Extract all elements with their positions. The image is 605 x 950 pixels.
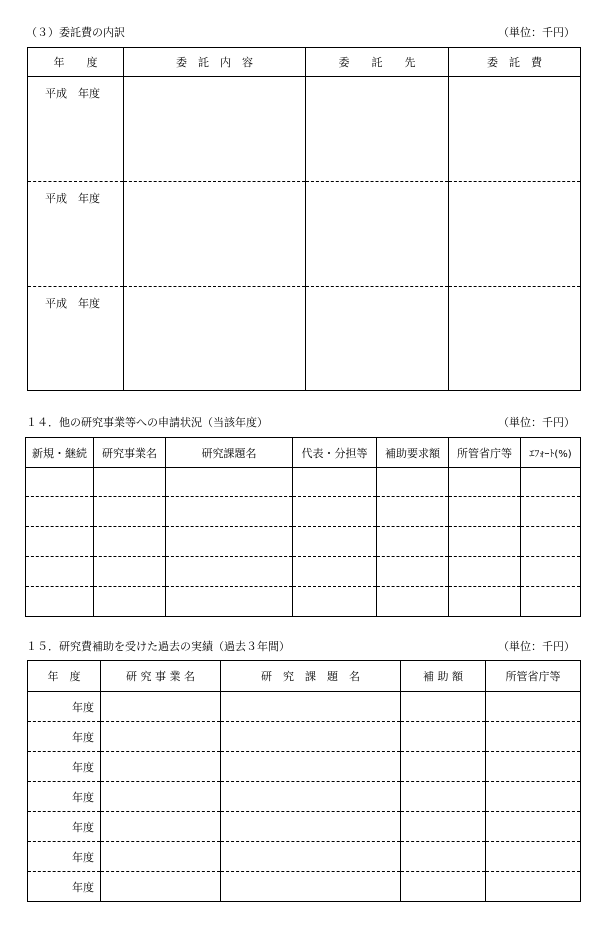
section3-title: （３）委託費の内訳 (26, 26, 125, 39)
header-subject: 研 究 課 題 名 (221, 661, 401, 692)
row-year-label: 平成 年度 (28, 182, 124, 287)
cell[interactable] (94, 527, 166, 557)
header-content: 委 託 内 容 (124, 48, 306, 77)
header-cost: 委 託 費 (449, 48, 581, 77)
header-amount: 補 助 額 (401, 661, 486, 692)
cell[interactable] (377, 587, 449, 617)
cell[interactable] (26, 587, 94, 617)
cell[interactable] (521, 527, 581, 557)
row-year-label: 年度 (28, 752, 101, 782)
cell[interactable] (486, 842, 581, 872)
header-year: 年 度 (28, 661, 101, 692)
cell[interactable] (449, 557, 521, 587)
row-year-label: 年度 (28, 842, 101, 872)
applications-table (25, 437, 581, 617)
header-effort: ｴﾌｫｰﾄ(%) (521, 438, 581, 468)
cell[interactable] (449, 497, 521, 527)
cell[interactable] (401, 782, 486, 812)
cell[interactable] (401, 722, 486, 752)
cell[interactable] (124, 77, 306, 182)
header-new-continue: 新規・継続 (26, 438, 94, 468)
cell[interactable] (449, 77, 581, 182)
header-year: 年 度 (28, 48, 124, 77)
row-year-label: 平成 年度 (28, 77, 124, 182)
cell[interactable] (124, 182, 306, 287)
cell[interactable] (94, 468, 166, 497)
cell[interactable] (377, 557, 449, 587)
cell[interactable] (449, 182, 581, 287)
cell[interactable] (166, 497, 293, 527)
cell[interactable] (293, 527, 377, 557)
cell[interactable] (401, 842, 486, 872)
header-ministry: 所管省庁等 (486, 661, 581, 692)
cell[interactable] (521, 587, 581, 617)
cell[interactable] (293, 557, 377, 587)
cell[interactable] (221, 692, 401, 722)
row-year-label: 年度 (28, 722, 101, 752)
section15-unit: （単位：千円） (498, 640, 575, 653)
cell[interactable] (124, 287, 306, 391)
cell[interactable] (306, 287, 449, 391)
cell[interactable] (401, 692, 486, 722)
header-subject: 研究課題名 (166, 438, 293, 468)
table-row (28, 812, 581, 842)
cell[interactable] (377, 527, 449, 557)
consignment-table (27, 47, 581, 391)
cell[interactable] (486, 692, 581, 722)
cell[interactable] (221, 752, 401, 782)
cell[interactable] (221, 812, 401, 842)
cell[interactable] (101, 692, 221, 722)
cell[interactable] (26, 468, 94, 497)
cell[interactable] (101, 812, 221, 842)
cell[interactable] (486, 752, 581, 782)
header-ministry: 所管省庁等 (449, 438, 521, 468)
row-year-label: 年度 (28, 812, 101, 842)
cell[interactable] (521, 468, 581, 497)
cell[interactable] (101, 722, 221, 752)
table-row (28, 872, 581, 902)
cell[interactable] (166, 557, 293, 587)
cell[interactable] (94, 557, 166, 587)
cell[interactable] (449, 287, 581, 391)
header-role: 代表・分担等 (293, 438, 377, 468)
cell[interactable] (401, 812, 486, 842)
past-grants-table (27, 660, 581, 902)
cell[interactable] (377, 497, 449, 527)
header-project: 研究事業名 (94, 438, 166, 468)
cell[interactable] (26, 497, 94, 527)
cell[interactable] (293, 497, 377, 527)
table-row (28, 722, 581, 752)
cell[interactable] (101, 872, 221, 902)
cell[interactable] (401, 752, 486, 782)
cell[interactable] (166, 468, 293, 497)
header-contractor: 委 託 先 (306, 48, 449, 77)
cell[interactable] (94, 497, 166, 527)
cell[interactable] (306, 77, 449, 182)
cell[interactable] (486, 782, 581, 812)
row-year-label: 年度 (28, 692, 101, 722)
section14-title: １４．他の研究事業等への申請状況（当該年度） (26, 416, 268, 429)
cell[interactable] (449, 468, 521, 497)
cell[interactable] (101, 752, 221, 782)
cell[interactable] (166, 587, 293, 617)
cell[interactable] (306, 182, 449, 287)
cell[interactable] (94, 587, 166, 617)
section3-unit: （単位：千円） (498, 26, 575, 39)
cell[interactable] (486, 812, 581, 842)
cell[interactable] (449, 527, 521, 557)
cell[interactable] (293, 468, 377, 497)
cell[interactable] (521, 497, 581, 527)
cell[interactable] (401, 872, 486, 902)
cell[interactable] (377, 468, 449, 497)
cell[interactable] (293, 587, 377, 617)
cell[interactable] (221, 842, 401, 872)
table-row (28, 782, 581, 812)
cell[interactable] (26, 557, 94, 587)
section15-title: １５．研究費補助を受けた過去の実績（過去３年間） (26, 640, 290, 653)
header-request: 補助要求額 (377, 438, 449, 468)
row-year-label: 平成 年度 (28, 287, 124, 391)
cell[interactable] (166, 527, 293, 557)
cell[interactable] (101, 842, 221, 872)
cell[interactable] (221, 872, 401, 902)
cell[interactable] (449, 587, 521, 617)
table-row (28, 692, 581, 722)
cell[interactable] (486, 722, 581, 752)
cell[interactable] (521, 557, 581, 587)
cell[interactable] (26, 527, 94, 557)
row-year-label: 年度 (28, 872, 101, 902)
table-row (28, 842, 581, 872)
cell[interactable] (486, 872, 581, 902)
cell[interactable] (101, 782, 221, 812)
header-project: 研 究 事 業 名 (101, 661, 221, 692)
table-row (28, 752, 581, 782)
section14-unit: （単位：千円） (498, 416, 575, 429)
cell[interactable] (221, 722, 401, 752)
cell[interactable] (221, 782, 401, 812)
row-year-label: 年度 (28, 782, 101, 812)
